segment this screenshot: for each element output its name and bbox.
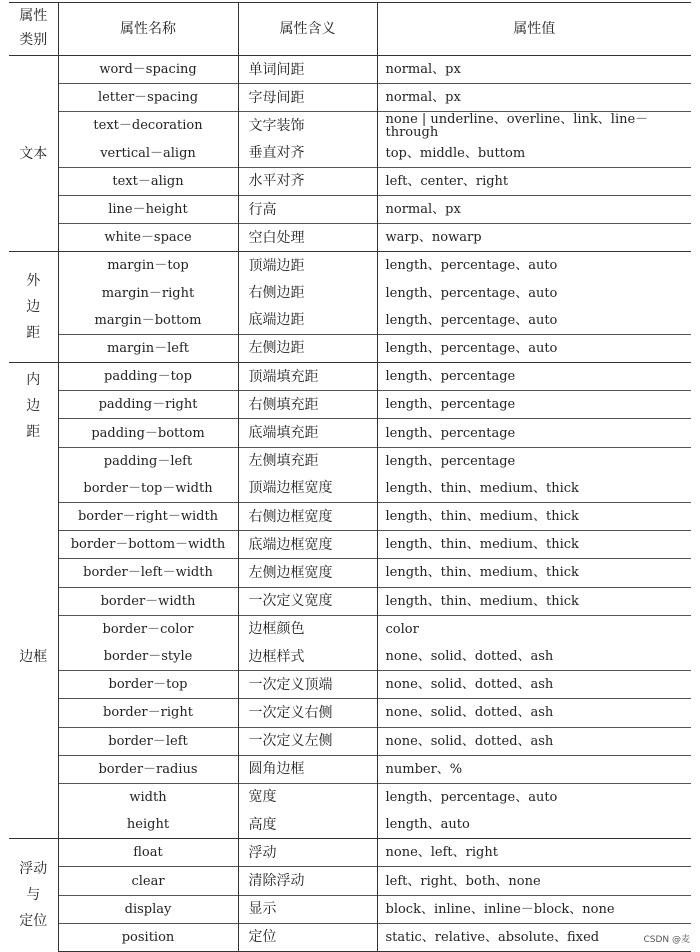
table-row — [9, 391, 691, 419]
property-name: border－width — [58, 587, 238, 615]
property-name: padding－top — [58, 363, 238, 391]
property-value: length、thin、medium、thick — [377, 531, 691, 559]
table-row — [9, 811, 691, 839]
property-value: length、thin、medium、thick — [377, 587, 691, 615]
table-row — [9, 447, 691, 475]
table-row — [9, 587, 691, 615]
table-row — [9, 167, 691, 195]
category-border: 边框 — [19, 648, 48, 665]
property-name: float — [58, 839, 238, 867]
property-meaning: 字母间距 — [238, 84, 377, 112]
property-value: block、inline、inline－block、none — [377, 895, 691, 923]
property-value: none、solid、dotted、ash — [377, 727, 691, 755]
property-name: margin－right — [58, 280, 238, 307]
property-meaning: 宽度 — [238, 783, 377, 811]
property-value: normal、px — [377, 84, 691, 112]
property-name: border－left－width — [58, 559, 238, 587]
property-name: margin－bottom — [58, 307, 238, 335]
table-row — [9, 280, 691, 307]
property-value: color — [377, 615, 691, 643]
property-meaning: 浮动 — [238, 839, 377, 867]
property-value: static、relative、absolute、fixed — [377, 923, 691, 951]
property-meaning: 右侧边框宽度 — [238, 503, 377, 531]
property-meaning: 定位 — [238, 923, 377, 951]
property-name: letter－spacing — [58, 84, 238, 112]
property-value: length、percentage — [377, 447, 691, 475]
property-name: border－top－width — [58, 475, 238, 503]
property-name: border－color — [58, 615, 238, 643]
property-name: display — [58, 895, 238, 923]
property-meaning: 显示 — [238, 895, 377, 923]
property-value: length、percentage、auto — [377, 783, 691, 811]
table-row — [9, 783, 691, 811]
property-value: number、% — [377, 755, 691, 783]
property-value: length、thin、medium、thick — [377, 503, 691, 531]
table-row — [9, 224, 691, 252]
table-row — [9, 839, 691, 867]
property-meaning: 顶端边框宽度 — [238, 475, 377, 503]
property-meaning: 顶端边距 — [238, 252, 377, 280]
property-meaning: 底端边距 — [238, 307, 377, 335]
property-meaning: 文字装饰 — [238, 112, 377, 140]
property-name: border－top — [58, 671, 238, 699]
property-name: padding－bottom — [58, 419, 238, 447]
table-row — [9, 559, 691, 587]
table-row — [9, 112, 691, 140]
property-meaning: 一次定义顶端 — [238, 671, 377, 699]
property-value: length、percentage、auto — [377, 307, 691, 335]
property-value: length、percentage — [377, 363, 691, 391]
table-row — [9, 755, 691, 783]
table-row — [9, 867, 691, 895]
property-meaning: 圆角边框 — [238, 755, 377, 783]
property-value: length、auto — [377, 811, 691, 839]
property-name: clear — [58, 867, 238, 895]
category-margin: 外 边 距 — [9, 252, 58, 363]
property-name: white－space — [58, 224, 238, 252]
property-value: length、thin、medium、thick — [377, 475, 691, 503]
watermark: CSDN @麦 — [643, 935, 690, 945]
property-meaning: 边框样式 — [238, 643, 377, 671]
property-name: text－align — [58, 167, 238, 195]
property-name: border－left — [58, 727, 238, 755]
category-padding: 内 边 距 — [9, 363, 58, 475]
property-value: none、solid、dotted、ash — [377, 699, 691, 727]
property-value: length、percentage、auto — [377, 252, 691, 280]
table-row — [9, 84, 691, 112]
table-row — [9, 699, 691, 727]
property-meaning: 一次定义右侧 — [238, 699, 377, 727]
table-row — [9, 252, 691, 280]
property-value: length、percentage、auto — [377, 334, 691, 362]
property-value: length、thin、medium、thick — [377, 559, 691, 587]
property-name: border－bottom－width — [58, 531, 238, 559]
property-name: position — [58, 923, 238, 951]
property-name: border－right－width — [58, 503, 238, 531]
table-row — [9, 727, 691, 755]
table-row — [9, 334, 691, 362]
css-properties-table — [9, 2, 691, 952]
property-value: warp、nowarp — [377, 224, 691, 252]
table-row — [9, 671, 691, 699]
property-meaning: 单词间距 — [238, 56, 377, 84]
property-meaning: 行高 — [238, 195, 377, 223]
property-name: width — [58, 783, 238, 811]
table-row — [9, 615, 691, 643]
property-meaning: 清除浮动 — [238, 867, 377, 895]
table-row — [9, 56, 691, 84]
header-category: 属性 类别 — [9, 3, 58, 56]
property-value: length、percentage — [377, 419, 691, 447]
property-name: height — [58, 811, 238, 839]
property-name: padding－left — [58, 447, 238, 475]
property-meaning: 一次定义宽度 — [238, 587, 377, 615]
property-meaning: 左侧边框宽度 — [238, 559, 377, 587]
property-meaning: 空白处理 — [238, 224, 377, 252]
property-name: word－spacing — [58, 56, 238, 84]
table-row — [9, 419, 691, 447]
table-row — [9, 923, 691, 951]
header-row — [9, 3, 691, 56]
property-name: border－radius — [58, 755, 238, 783]
property-meaning: 高度 — [238, 811, 377, 839]
property-meaning: 底端边框宽度 — [238, 531, 377, 559]
table-row — [9, 195, 691, 223]
property-value: left、center、right — [377, 167, 691, 195]
property-meaning: 顶端填充距 — [238, 363, 377, 391]
property-name: padding－right — [58, 391, 238, 419]
property-meaning: 左侧填充距 — [238, 447, 377, 475]
table-row — [9, 307, 691, 335]
category-float-position: 浮动 与 定位 — [9, 839, 58, 952]
property-value: length、percentage — [377, 391, 691, 419]
header-name: 属性名称 — [58, 3, 238, 56]
property-name: margin－left — [58, 334, 238, 362]
property-meaning: 右侧边距 — [238, 280, 377, 307]
property-meaning: 边框颜色 — [238, 615, 377, 643]
property-value: left、right、both、none — [377, 867, 691, 895]
property-meaning: 垂直对齐 — [238, 140, 377, 168]
property-value: normal、px — [377, 195, 691, 223]
property-name: text－decoration — [58, 112, 238, 140]
table-row — [9, 895, 691, 923]
property-name: vertical－align — [58, 140, 238, 168]
table-row — [9, 363, 691, 391]
header-meaning: 属性含义 — [238, 3, 377, 56]
property-name: line－height — [58, 195, 238, 223]
header-value: 属性值 — [377, 3, 691, 56]
table-row — [9, 140, 691, 168]
property-value: top、middle、buttom — [377, 140, 691, 168]
property-name: border－right — [58, 699, 238, 727]
property-name: margin－top — [58, 252, 238, 280]
table-row — [9, 643, 691, 671]
property-value: none、solid、dotted、ash — [377, 671, 691, 699]
property-meaning: 水平对齐 — [238, 167, 377, 195]
property-meaning: 左侧边距 — [238, 334, 377, 362]
property-meaning: 一次定义左侧 — [238, 727, 377, 755]
property-meaning: 底端填充距 — [238, 419, 377, 447]
table-row — [9, 475, 691, 503]
table-row — [9, 531, 691, 559]
property-value: normal、px — [377, 56, 691, 84]
property-name: border－style — [58, 643, 238, 671]
property-value: none | underline、overline、link、line－through — [377, 112, 691, 140]
property-meaning: 右侧填充距 — [238, 391, 377, 419]
property-value: none、left、right — [377, 839, 691, 867]
category-text: 文本 — [19, 145, 48, 162]
property-value: length、percentage、auto — [377, 280, 691, 307]
table-row — [9, 503, 691, 531]
property-value: none、solid、dotted、ash — [377, 643, 691, 671]
